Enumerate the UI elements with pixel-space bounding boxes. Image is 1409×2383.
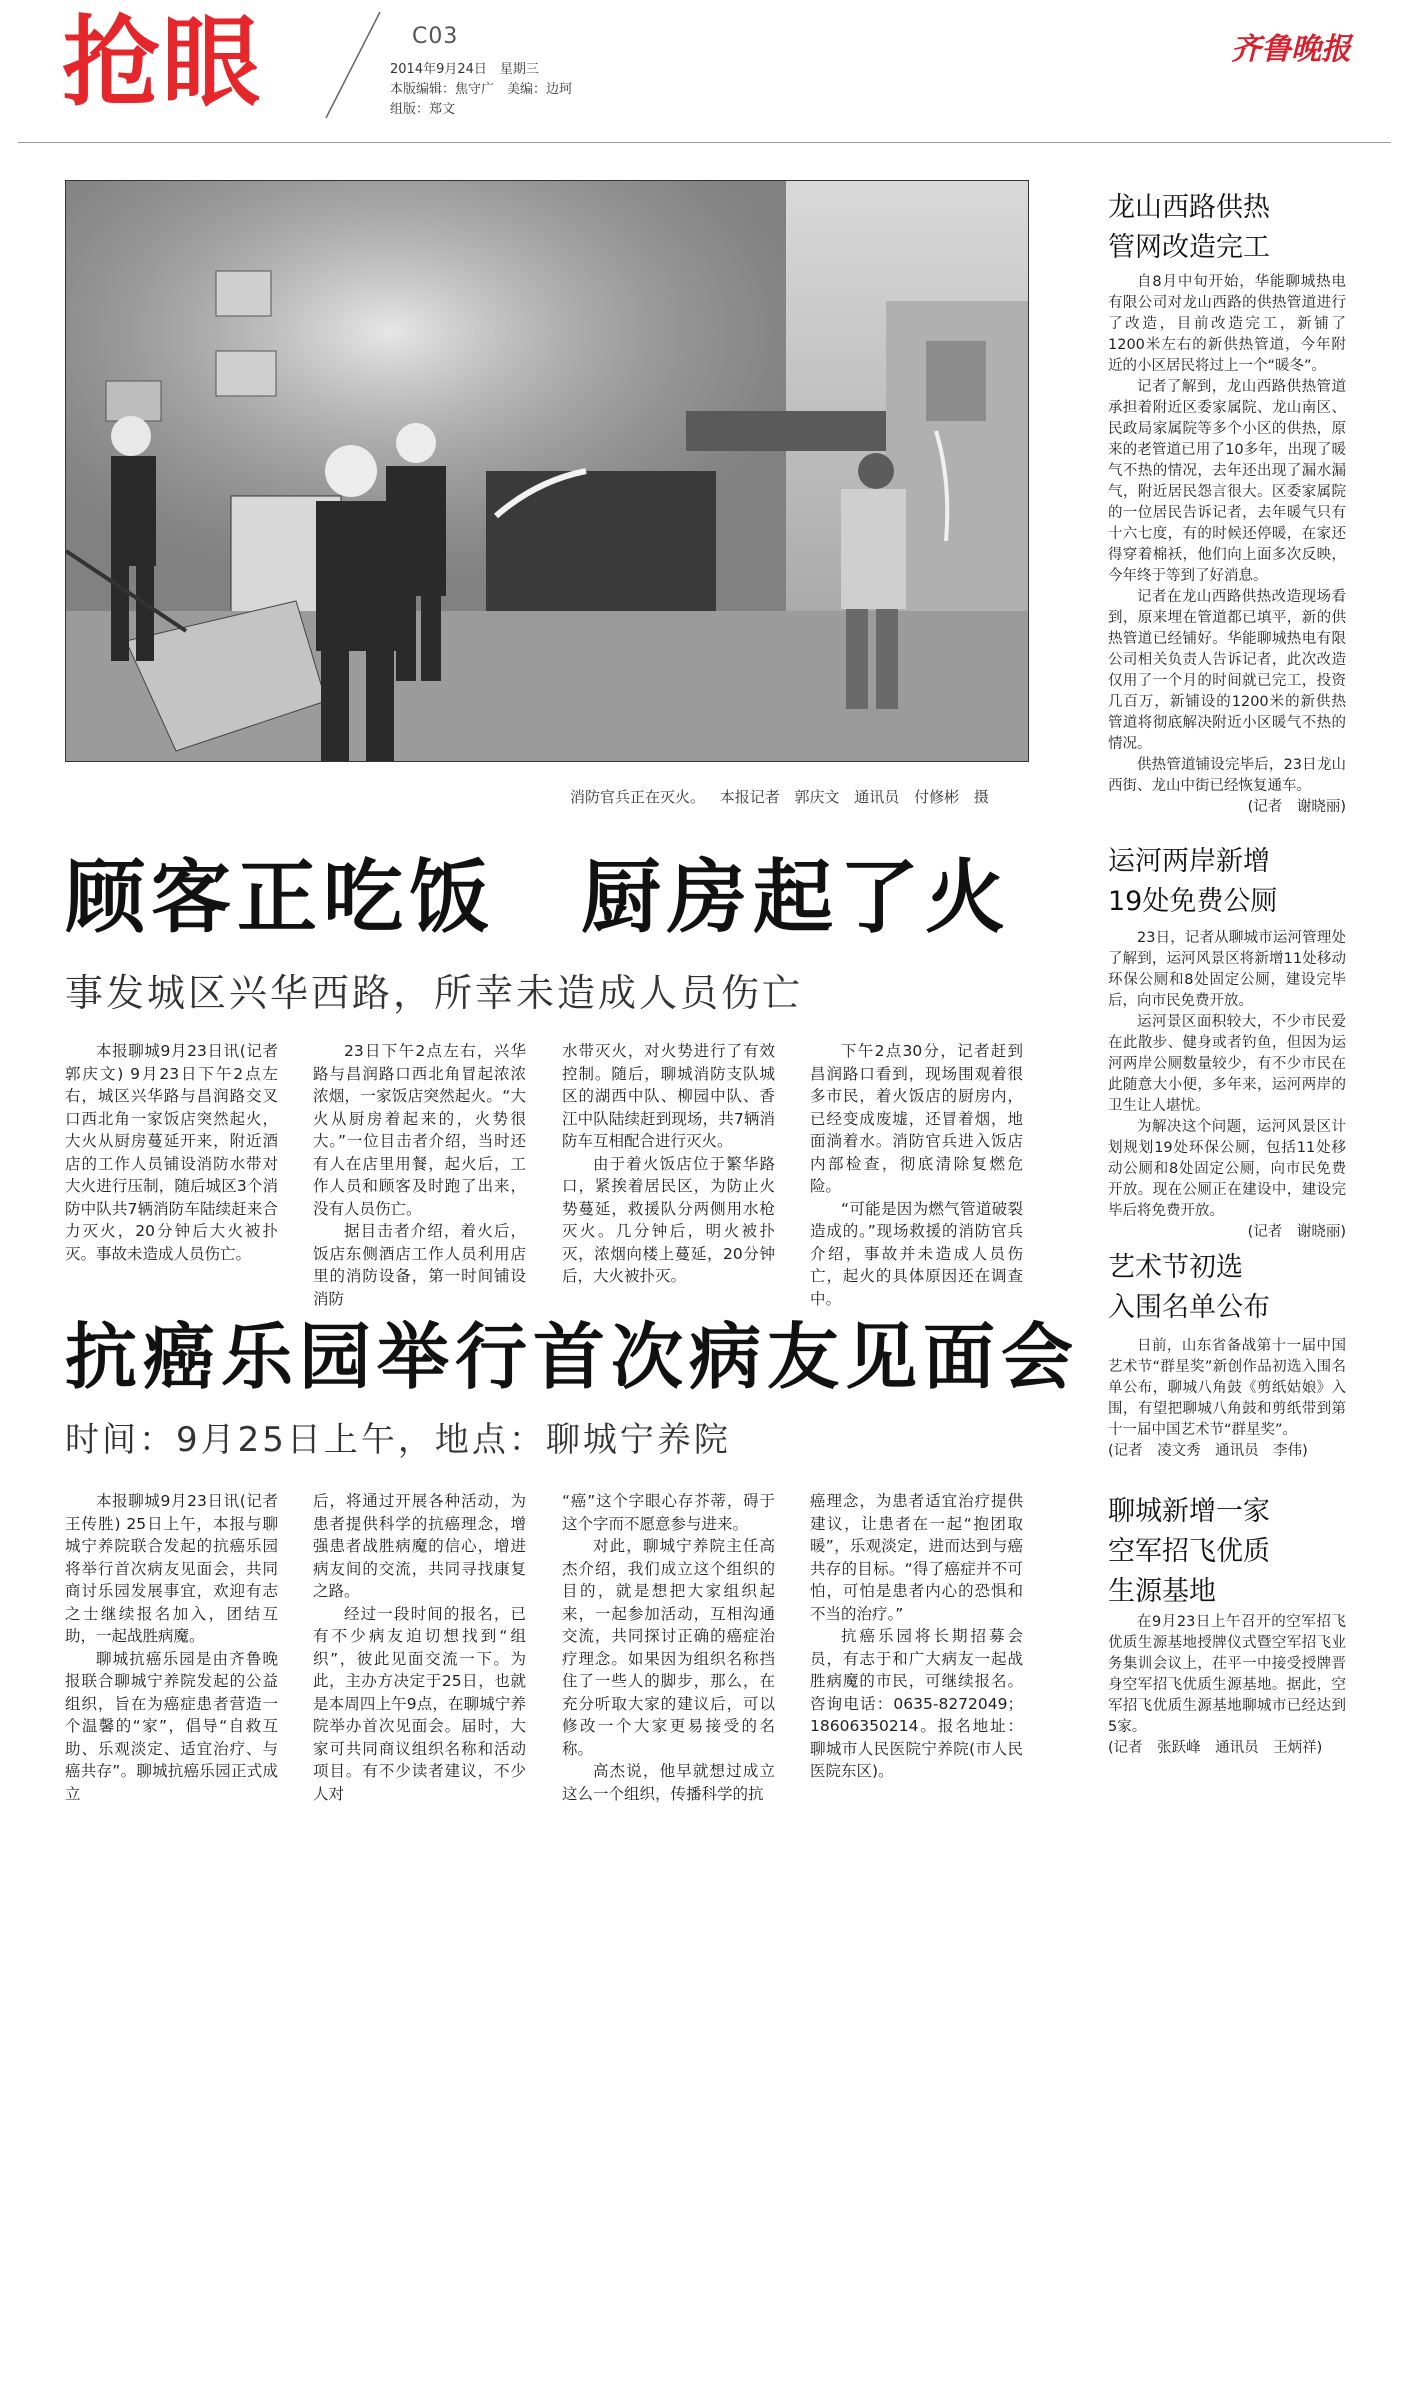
story2-paragraph: 经过一段时间的报名，已有不少病友迫切想找到“组织”，彼此见面交流一下。为此，主办方决定于25日，也就是本周四上午9点，在聊城宁养院举办首次见面会。届时，大家可共同商议组织名称和活动项目。有不少读者建议，不少人对 [313, 1604, 526, 1803]
brief-body [1108, 272, 1346, 818]
photo-caption: 消防官兵正在灭火。 本报记者 郭庆文 通讯员 付修彬 摄 [570, 788, 989, 806]
story2-paragraph: 对此，聊城宁养院主任高杰介绍，我们成立这个组织的目的，就是想把大家组织起来，一起参加活动，互相沟通交流，共同探讨正确的癌症治疗理念。如果因为组织名称挡住了一些人的脚步，那么，在充分听取大家的建议后，可以修改一个大家更易接受的名称。 [562, 1537, 775, 1758]
brief-headline [1108, 1492, 1270, 1612]
story1-paragraph: 本报聊城9月23日讯(记者 郭庆文) 9月23日下午2点左右，城区兴华路与昌润路交叉口西北角一家饭店突然起火，大火从厨房蔓延开来，附近酒店的工作人员铺设消防水带对大火进行压制，随后城区3个消防中队共7辆消防车陆续赶来合力灭火，20分钟后大火被扑灭。事故未造成人员伤亡。 [65, 1042, 278, 1263]
story1-paragraph: 由于着火饭店位于繁华路口，紧挨着居民区，为防止火势蔓延，救援队分两侧用水枪灭火。几分钟后，明火被扑灭，浓烟向楼上蔓延，20分钟后，大火被扑灭。 [562, 1154, 775, 1285]
story1-column-3 [562, 1040, 775, 1288]
brief-headline-line: 入围名单公布 [1108, 1292, 1270, 1323]
story2-paragraph: 本报聊城9月23日讯(记者 王传胜) 25日上午，本报与聊城宁养院联合发起的抗癌乐园将举行首次病友见面会，共同商讨乐园发展事宜，欢迎有志之士继续报名加入，团结互助，一起战胜病魔。 [65, 1492, 278, 1645]
brief-headline-line: 生源基地 [1108, 1576, 1216, 1607]
brief-paragraph: 运河景区面积较大，不少市民爱在此散步、健身或者钓鱼，但因为运河两岸公厕数量较少，有不少市民在此随意大小便，多年来，运河两岸的卫生让人堪忧。 [1108, 1014, 1346, 1114]
story2-paragraph: 癌理念，为患者适宜治疗提供建议，让患者在一起“抱团取暖”，乐观淡定，进而达到与癌共存的目标。“得了癌症并不可怕，可怕是患者内心的恐惧和不当的治疗。” [810, 1492, 1023, 1623]
story1-column-4 [810, 1040, 1023, 1310]
brief-headline-line: 空军招飞优质 [1108, 1536, 1270, 1567]
brief-body [1108, 1612, 1346, 1759]
page-number: C03 [412, 24, 459, 49]
brief-headline-line: 运河两岸新增 [1108, 846, 1270, 877]
brief-paragraph: 记者在龙山西路供热改造现场看到，原来埋在管道都已填平，新的供热管道已经铺好。华能聊城热电有限公司相关负责人告诉记者，此次改造仅用了一个月的时间就已完工，投资几百万，新铺设的1200米的新供热管道将彻底解决附近小区暖气不热的情况。 [1108, 589, 1346, 752]
brief-byline: (记者 凌文秀 通讯员 李伟) [1108, 1443, 1308, 1459]
story1-subhead: 事发城区兴华西路，所幸未造成人员伤亡 [65, 971, 804, 1015]
story1-paragraph: 水带灭火，对火势进行了有效控制。随后，聊城消防支队城区的湖西中队、柳园中队、香江中队陆续赶到现场，共7辆消防车互相配合进行灭火。 [562, 1042, 775, 1150]
story1-paragraph: 据目击者介绍，着火后，饭店东侧酒店工作人员利用店里的消防设备，第一时间铺设消防 [313, 1222, 526, 1308]
story2-column-3 [562, 1490, 775, 1805]
story2-column-1 [65, 1490, 278, 1805]
brief-byline: (记者 张跃峰 通讯员 王炳祥) [1108, 1740, 1323, 1756]
brief-headline-line: 龙山西路供热 [1108, 192, 1270, 223]
story2-paragraph: 聊城抗癌乐园是由齐鲁晚报联合聊城宁养院发起的公益组织，旨在为癌症患者营造一个温馨的“家”，倡导“自救互助、乐观淡定、适宜治疗、与癌共存”。聊城抗癌乐园正式成立 [65, 1649, 278, 1803]
brief-paragraph: 在9月23日上午召开的空军招飞优质生源基地授牌仪式暨空军招飞业务集训会议上，茌平一中接受授牌晋身空军招飞优质生源基地。据此，空军招飞优质生源基地聊城市已经达到5家。 [1108, 1614, 1346, 1735]
story2-paragraph: 高杰说，他早就想过成立这么一个组织，传播科学的抗 [562, 1762, 775, 1803]
story2-headline: 抗癌乐园举行首次病友见面会 [65, 1315, 1080, 1399]
story1-paragraph: “可能是因为燃气管道破裂造成的。”现场救援的消防官兵介绍，事故并未造成人员伤亡，起火的具体原因还在调查中。 [810, 1199, 1023, 1308]
brief-headline-line: 管网改造完工 [1108, 232, 1270, 263]
story1-column-2 [313, 1040, 526, 1310]
brief-paragraph: 为解决这个问题，运河风景区计划规划19处环保公厕，包括11处移动公厕和8处固定公厕，向市民免费开放。现在公厕正在建设中，建设完毕后将免费开放。 [1108, 1119, 1346, 1219]
header-rule [18, 142, 1391, 143]
layout-line: 组版：郑文 [390, 102, 456, 117]
story2-subhead: 时间：9月25日上午，地点：聊城宁养院 [65, 1420, 731, 1460]
brief-body [1108, 1336, 1346, 1462]
brief-paragraph: 自8月中旬开始，华能聊城热电有限公司对龙山西路的供热管道进行了改造，目前改造完工，新铺了1200米左右的新供热管道，今年附近的小区居民将过上一个“暖冬”。 [1108, 274, 1346, 374]
brief-paragraph: 23日，记者从聊城市运河管理处了解到，运河风景区将新增11处移动环保公厕和8处固定公厕，建设完毕后，向市民免费开放。 [1108, 930, 1346, 1009]
story2-paragraph: “癌”这个字眼心存芥蒂，碍于这个字而不愿意参与进来。 [562, 1492, 775, 1533]
brief-headline [1108, 188, 1270, 268]
fire-scene-photo [65, 180, 1029, 762]
brief-headline [1108, 842, 1277, 922]
editor-line: 本版编辑：焦守广 美编：边珂 [390, 82, 573, 97]
brief-headline-line: 聊城新增一家 [1108, 1496, 1270, 1527]
story1-headline: 顾客正吃饭 厨房起了火 [65, 851, 1011, 944]
header-slash-decoration [318, 10, 388, 120]
story2-paragraph: 抗癌乐园将长期招募会员，有志于和广大病友一起战胜病魔的市民，可继续报名。咨询电话：0635-8272049；18606350214。报名地址：聊城市人民医院宁养院(市人民医院东区)。 [810, 1627, 1023, 1780]
date-line: 2014年9月24日 星期三 [390, 62, 539, 77]
brief-paragraph: 日前，山东省备战第十一届中国艺术节“群星奖”新创作品初选入围名单公布，聊城八角鼓《剪纸姑娘》入围，有望把聊城八角鼓和剪纸带到第十一届中国艺术节“群星奖”。 [1108, 1338, 1346, 1438]
brief-byline: (记者 谢晓丽) [1247, 1224, 1346, 1240]
paper-name: 齐鲁晚报 [1231, 32, 1351, 67]
brief-headline-line: 19处免费公厕 [1108, 886, 1278, 917]
brief-paragraph: 记者了解到，龙山西路供热管道承担着附近区委家属院、龙山南区、民政局家属院等多个小区的供热，原来的老管道已用了10多年，出现了暖气不热的情况，去年还出现了漏水漏气，附近居民怨言很大。区委家属院的一位居民告诉记者，去年暖气只有十六七度，有的时候还停暖，在家还得穿着棉袄，他们向上面多次反映，今年终于等到了好消息。 [1108, 379, 1346, 584]
story2-column-2 [313, 1490, 526, 1805]
story2-column-4 [810, 1490, 1023, 1783]
brief-headline [1108, 1248, 1270, 1328]
story1-paragraph: 下午2点30分，记者赶到昌润路口看到，现场围观着很多市民，着火饭店的厨房内，已经变成废墟，还冒着烟，地面淌着水。消防官兵进入饭店内部检查，彻底清除复燃危险。 [810, 1042, 1023, 1195]
brief-headline-line: 艺术节初选 [1108, 1252, 1243, 1283]
story2-paragraph: 后，将通过开展各种活动，为患者提供科学的抗癌理念，增强患者战胜病魔的信心，增进病友间的交流，共同寻找康复之路。 [313, 1492, 526, 1600]
brief-paragraph: 供热管道铺设完毕后，23日龙山西街、龙山中街已经恢复通车。 [1108, 757, 1346, 794]
story1-column-1 [65, 1040, 278, 1265]
brief-body [1108, 928, 1346, 1243]
brief-byline: (记者 谢晓丽) [1247, 799, 1346, 815]
story1-paragraph: 23日下午2点左右，兴华路与昌润路口西北角冒起浓浓浓烟，一家饭店突然起火。“大火从厨房着起来的，火势很大。”一位目击者介绍，当时还有人在店里用餐，起火后，工作人员和顾客及时跑了出来，没有人员伤亡。 [313, 1042, 526, 1218]
section-title: 抢眼 [62, 6, 263, 120]
